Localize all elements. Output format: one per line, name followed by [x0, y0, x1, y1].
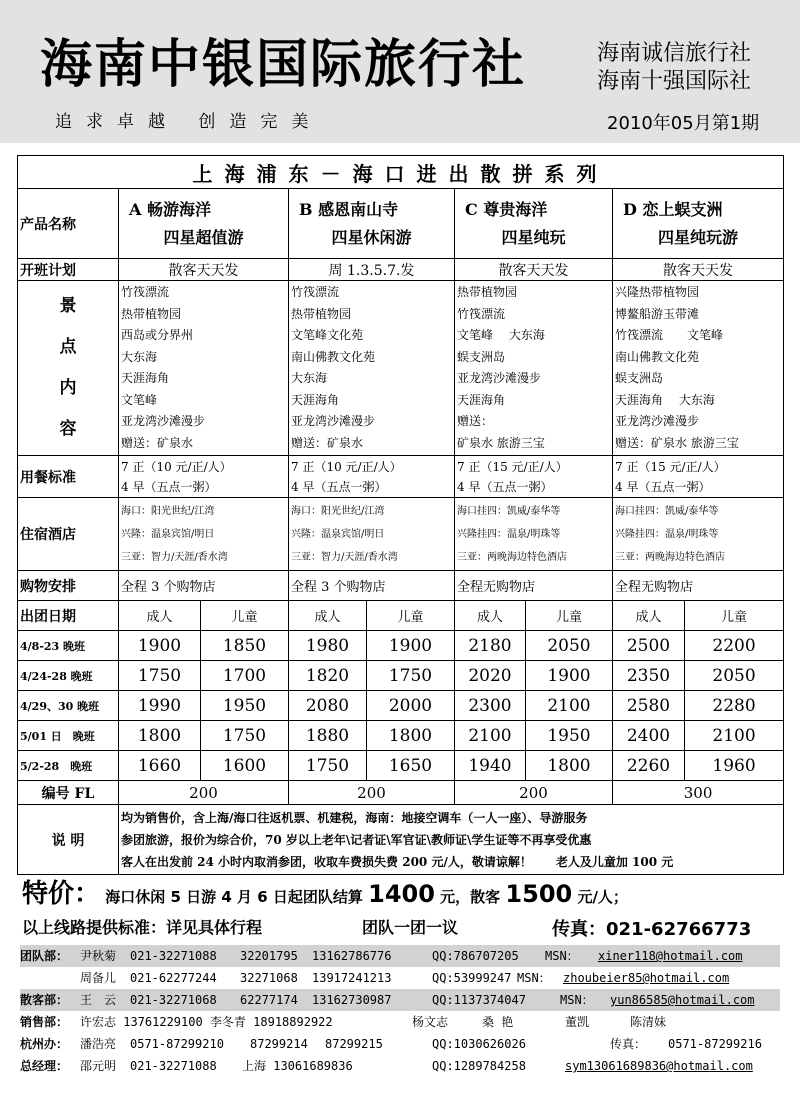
- meals-cell: [289, 456, 455, 498]
- price-cell: 1800: [367, 721, 455, 751]
- price-cell: 2580: [613, 691, 685, 721]
- group-text: 团队一团一议: [362, 918, 459, 937]
- special-text: 海口休闲 5 日游 4 月 6 日起团队结算: [105, 888, 363, 906]
- contact-qq: QQ:53999247: [432, 971, 512, 985]
- price-cell: 2260: [613, 751, 685, 781]
- label-schedule: 开班计划: [18, 259, 119, 281]
- meal-line: 7 正（10 元/正/人）: [291, 459, 402, 474]
- label-date: 出团日期: [18, 601, 119, 631]
- adult-header: 成人: [289, 601, 367, 631]
- contact-name: 董凯: [565, 1015, 590, 1029]
- tagline-1: 海南诚信旅行社: [597, 41, 752, 66]
- spot-item: 大东海: [121, 349, 158, 364]
- product-name: A 畅游海洋: [129, 199, 211, 219]
- price-cell: 1600: [201, 751, 289, 781]
- spot-item: 南山佛教文化苑: [615, 349, 700, 364]
- fl-cell: 200: [455, 781, 613, 805]
- contact-label: 销售部：: [20, 1015, 69, 1029]
- price-cell: 1950: [201, 691, 289, 721]
- spot-item: 竹筏漂流: [457, 306, 506, 321]
- spot-item: 竹筏漂流 文笔峰: [615, 328, 724, 342]
- spot-item: 竹筏漂流: [121, 285, 170, 299]
- note-line: 参团旅游，报价为综合价，70 岁以上老年\记者证\军官证\教师证\学生证等不再享受优惠: [121, 832, 592, 847]
- price-cell: 1800: [119, 721, 201, 751]
- product-c: [455, 189, 613, 259]
- note-line: 客人在出发前 24 小时内取消参团，收取车费损失费 200 元/人，敬请谅解！ 老人及儿童加 100 元: [121, 854, 674, 869]
- contact-msn-label: MSN：: [560, 993, 594, 1007]
- contact-name: 杨文志: [412, 1015, 449, 1029]
- contact-name: 周备儿: [80, 971, 117, 985]
- price-cell: 1880: [289, 721, 367, 751]
- contact-phone: 87299215: [325, 1037, 383, 1051]
- standard-text: 以上线路提供标准：详见具体行程: [22, 918, 263, 937]
- contact-name: 邵元明: [80, 1059, 117, 1073]
- tour-table: [17, 155, 784, 875]
- contact-row: [20, 945, 780, 967]
- spot-item: 西岛或分界州: [121, 328, 194, 342]
- spot-item: 南山佛教文化苑: [291, 349, 376, 364]
- price-row: [18, 751, 784, 781]
- special-price-individual: 1500: [505, 880, 573, 908]
- meal-line: 4 早（五点一粥）: [615, 479, 711, 494]
- label-product: 产品名称: [18, 189, 119, 259]
- contact-fax-label: 传真：: [610, 1037, 647, 1051]
- label-char: 容: [59, 419, 77, 439]
- spot-item: 赠送：矿泉水 旅游三宝: [615, 435, 739, 450]
- meals-cell: [613, 456, 784, 498]
- price-cell: 1900: [119, 631, 201, 661]
- child-header: 儿童: [367, 601, 455, 631]
- spot-item: 兴隆热带植物园: [615, 285, 700, 299]
- label-spots: [18, 281, 119, 456]
- price-cell: 2080: [289, 691, 367, 721]
- price-cell: 1800: [526, 751, 613, 781]
- fl-cell: 200: [119, 781, 289, 805]
- hotel-line: 兴隆挂四：温泉/明珠等: [615, 528, 719, 540]
- spots-cell: [119, 281, 289, 456]
- contact-phone: 0571-87299210: [130, 1037, 224, 1051]
- child-header: 儿童: [526, 601, 613, 631]
- contact-mobile: 13162786776: [312, 949, 392, 963]
- product-name: C 尊贵海洋: [465, 199, 548, 219]
- price-cell: 2400: [613, 721, 685, 751]
- spots-cell: [613, 281, 784, 456]
- date-label: 5/2-28 晚班: [18, 751, 119, 781]
- hotel-line: 兴隆挂四：温泉/明珠等: [457, 528, 561, 540]
- spot-item: 天涯海角 大东海: [615, 392, 715, 407]
- date-label: 5/01 日 晚班: [18, 721, 119, 751]
- price-cell: 1850: [201, 631, 289, 661]
- contacts-block: [20, 945, 780, 1077]
- contact-phone: 32271068: [240, 971, 298, 985]
- price-cell: 2350: [613, 661, 685, 691]
- special-text: 元/人；: [577, 888, 628, 906]
- date-label: 4/8-23 晚班: [18, 631, 119, 661]
- spot-item: 赠送：矿泉水: [291, 435, 364, 450]
- fax-block: [552, 915, 751, 941]
- product-type: 四星纯玩: [501, 227, 566, 247]
- fax-number: 021-62766773: [606, 919, 752, 940]
- spot-item: 热带植物园: [121, 306, 182, 321]
- hotel-cell: [613, 498, 784, 571]
- slogan: 追求卓越 创造完美: [55, 112, 323, 132]
- contact-name: 尹秋菊: [80, 949, 117, 963]
- contact-row: [20, 1033, 780, 1055]
- shopping-cell: 全程 3 个购物店: [289, 571, 455, 601]
- product-type: 四星休闲游: [331, 227, 412, 247]
- spot-item: 亚龙湾沙滩漫步: [121, 414, 206, 428]
- contact-row: [20, 989, 780, 1011]
- contact-msn[interactable]: zhoubeier85@hotmail.com: [563, 971, 730, 985]
- contact-mobile: 13917241213: [312, 971, 392, 985]
- price-cell: 1650: [367, 751, 455, 781]
- price-cell: 1990: [119, 691, 201, 721]
- price-cell: 1750: [289, 751, 367, 781]
- price-cell: 2100: [526, 691, 613, 721]
- schedule-cell: 散客天天发: [455, 259, 613, 281]
- contact-qq: QQ:1137374047: [432, 993, 526, 1007]
- notes-cell: [119, 805, 784, 875]
- schedule-cell: 散客天天发: [613, 259, 784, 281]
- meal-line: 7 正（10 元/正/人）: [121, 459, 232, 474]
- shopping-cell: 全程无购物店: [613, 571, 784, 601]
- spot-item: 赠送：: [457, 414, 494, 428]
- spot-item: 天涯海角: [291, 392, 340, 407]
- brand-title: 海南中银国际旅行社: [40, 34, 527, 95]
- hotel-cell: [455, 498, 613, 571]
- price-cell: 2020: [455, 661, 526, 691]
- note-line: 均为销售价，含上海/海口往返机票、机建税，海南：地接空调车（一人一座）、导游服务: [121, 810, 588, 825]
- price-cell: 1700: [201, 661, 289, 691]
- shopping-cell: 全程无购物店: [455, 571, 613, 601]
- contact-qq: QQ:1289784258: [432, 1059, 526, 1073]
- price-cell: 2180: [455, 631, 526, 661]
- product-b: [289, 189, 455, 259]
- price-cell: 2280: [685, 691, 784, 721]
- special-offer: [22, 873, 628, 910]
- price-cell: 1960: [685, 751, 784, 781]
- hotel-line: 海口挂四：凯威/泰华等: [615, 505, 719, 517]
- label-shopping: 购物安排: [18, 571, 119, 601]
- tagline-2: 海南十强国际社: [597, 69, 752, 94]
- product-a: [119, 189, 289, 259]
- spot-item: 热带植物园: [291, 306, 352, 321]
- table-title: 上海浦东－海口进出散拼系列: [18, 156, 784, 189]
- adult-header: 成人: [455, 601, 526, 631]
- header-band: [0, 0, 800, 143]
- price-cell: 1750: [201, 721, 289, 751]
- spot-item: 热带植物园: [457, 285, 518, 299]
- price-cell: 1750: [119, 661, 201, 691]
- fax-label: 传真：: [552, 919, 606, 940]
- adult-header: 成人: [119, 601, 201, 631]
- special-text: 元，散客: [440, 888, 501, 906]
- price-cell: 1660: [119, 751, 201, 781]
- spot-item: 赠送：矿泉水: [121, 435, 194, 450]
- spot-item: 亚龙湾沙滩漫步: [457, 371, 542, 385]
- price-row: [18, 721, 784, 751]
- price-cell: 2200: [685, 631, 784, 661]
- spot-item: 天涯海角: [457, 392, 506, 407]
- price-cell: 1750: [367, 661, 455, 691]
- contact-qq: QQ:1030626026: [432, 1037, 526, 1051]
- meals-cell: [455, 456, 613, 498]
- hotel-cell: [289, 498, 455, 571]
- contact-msn[interactable]: yun86585@hotmail.com: [610, 993, 755, 1007]
- child-header: 儿童: [685, 601, 784, 631]
- contact-row: [20, 967, 780, 989]
- label-meals: 用餐标准: [18, 456, 119, 498]
- price-cell: 1940: [455, 751, 526, 781]
- spot-item: 博鳌船游玉带滩: [615, 306, 700, 321]
- meals-cell: [119, 456, 289, 498]
- meal-line: 7 正（15 元/正/人）: [457, 459, 568, 474]
- issue-date: 2010年05月第1期: [607, 113, 760, 134]
- label-hotel: 住宿酒店: [18, 498, 119, 571]
- contact-name: 陈清妹: [630, 1015, 667, 1029]
- hotel-line: 三亚：两晚海边特色酒店: [457, 551, 567, 563]
- product-name: D 恋上蜈支洲: [623, 199, 723, 219]
- meal-line: 7 正（15 元/正/人）: [615, 459, 726, 474]
- contact-phone: 32201795: [240, 949, 298, 963]
- schedule-cell: 周 1.3.5.7.发: [289, 259, 455, 281]
- hotel-cell: [119, 498, 289, 571]
- spot-item: 竹筏漂流: [291, 285, 340, 299]
- product-type: 四星纯玩游: [658, 227, 739, 247]
- hotel-line: 三亚：智力/天涯/香水湾: [291, 551, 398, 563]
- spot-item: 蜈支洲岛: [457, 349, 506, 364]
- spot-item: 大东海: [291, 371, 328, 385]
- adult-header: 成人: [613, 601, 685, 631]
- price-cell: 2300: [455, 691, 526, 721]
- price-cell: 1980: [289, 631, 367, 661]
- label-char: 景: [59, 296, 77, 316]
- meal-line: 4 早（五点一粥）: [121, 479, 217, 494]
- spot-item: 文笔峰 大东海: [457, 328, 545, 342]
- label-fl: 编号 FL: [18, 781, 119, 805]
- price-cell: 1950: [526, 721, 613, 751]
- contact-name: 王 云: [80, 993, 117, 1007]
- schedule-cell: 散客天天发: [119, 259, 289, 281]
- hotel-line: 兴隆：温泉宾馆/明日: [121, 528, 215, 540]
- date-label: 4/29、30 晚班: [18, 691, 119, 721]
- label-char: 内: [59, 378, 77, 398]
- special-label: 特价：: [22, 879, 101, 909]
- hotel-line: 海口挂四：凯威/泰华等: [457, 505, 561, 517]
- price-cell: 2500: [613, 631, 685, 661]
- price-cell: 1820: [289, 661, 367, 691]
- spot-item: 文笔峰文化苑: [291, 328, 364, 342]
- standard-line: [22, 915, 782, 938]
- contact-label: 散客部：: [20, 993, 69, 1007]
- contact-mobile: 上海 13061689836: [242, 1059, 353, 1073]
- price-cell: 2050: [685, 661, 784, 691]
- price-cell: 1900: [526, 661, 613, 691]
- spot-item: 蜈支洲岛: [615, 371, 664, 385]
- contact-msn-label: MSN：: [545, 949, 579, 963]
- hotel-line: 海口：阳光世纪/江湾: [291, 505, 385, 517]
- hotel-line: 兴隆：温泉宾馆/明日: [291, 528, 385, 540]
- label-notes: 说 明: [18, 805, 119, 875]
- spot-item: 天涯海角: [121, 371, 170, 385]
- contact-name: 桑 艳: [482, 1015, 514, 1029]
- meal-line: 4 早（五点一粥）: [457, 479, 553, 494]
- product-d: [613, 189, 784, 259]
- price-cell: 2100: [455, 721, 526, 751]
- contact-label: 杭州办：: [20, 1037, 69, 1051]
- contact-phone: 021-32271088: [130, 1059, 217, 1073]
- date-label: 4/24-28 晚班: [18, 661, 119, 691]
- contact-fax: 0571-87299216: [668, 1037, 762, 1051]
- contact-name: 潘浩亮: [80, 1037, 117, 1051]
- child-header: 儿童: [201, 601, 289, 631]
- spots-cell: [289, 281, 455, 456]
- contact-phone: 021-32271088: [130, 949, 217, 963]
- price-cell: 2100: [685, 721, 784, 751]
- contact-phone: 021-62277244: [130, 971, 217, 985]
- price-cell: 2000: [367, 691, 455, 721]
- contact-msn[interactable]: xiner118@hotmail.com: [598, 949, 743, 963]
- hotel-line: 三亚：智力/天涯/香水湾: [121, 551, 228, 563]
- spot-item: 矿泉水 旅游三宝: [457, 435, 545, 450]
- contact-phone: 87299214: [250, 1037, 308, 1051]
- hotel-line: 三亚：两晚海边特色酒店: [615, 551, 725, 563]
- contact-qq: QQ:786707205: [432, 949, 519, 963]
- price-row: [18, 691, 784, 721]
- price-cell: 2050: [526, 631, 613, 661]
- contact-row: [20, 1011, 780, 1033]
- contact-msn[interactable]: sym13061689836@hotmail.com: [565, 1059, 753, 1073]
- contact-phone: 62277174: [240, 993, 298, 1007]
- price-cell: 1900: [367, 631, 455, 661]
- hotel-line: 海口：阳光世纪/江湾: [121, 505, 215, 517]
- price-row: [18, 631, 784, 661]
- contact-row: [20, 1055, 780, 1077]
- contact-mobile: 13162730987: [312, 993, 392, 1007]
- contact-label: 团队部：: [20, 949, 69, 963]
- price-row: [18, 661, 784, 691]
- spot-item: 亚龙湾沙滩漫步: [291, 414, 376, 428]
- shopping-cell: 全程 3 个购物店: [119, 571, 289, 601]
- special-price-group: 1400: [368, 880, 435, 908]
- product-name: B 感恩南山寺: [299, 199, 399, 219]
- spot-item: 亚龙湾沙滩漫步: [615, 414, 700, 428]
- contact-phone: 021-32271068: [130, 993, 217, 1007]
- contact-msn-label: MSN：: [517, 971, 551, 985]
- label-char: 点: [59, 337, 77, 357]
- spots-cell: [455, 281, 613, 456]
- fl-cell: 200: [289, 781, 455, 805]
- fl-cell: 300: [613, 781, 784, 805]
- spot-item: 文笔峰: [121, 392, 158, 407]
- product-type: 四星超值游: [163, 227, 244, 247]
- contact-label: 总经理：: [20, 1059, 69, 1073]
- meal-line: 4 早（五点一粥）: [291, 479, 387, 494]
- contact-name: 许宏志 13761229100 李冬青 18918892922: [80, 1015, 333, 1029]
